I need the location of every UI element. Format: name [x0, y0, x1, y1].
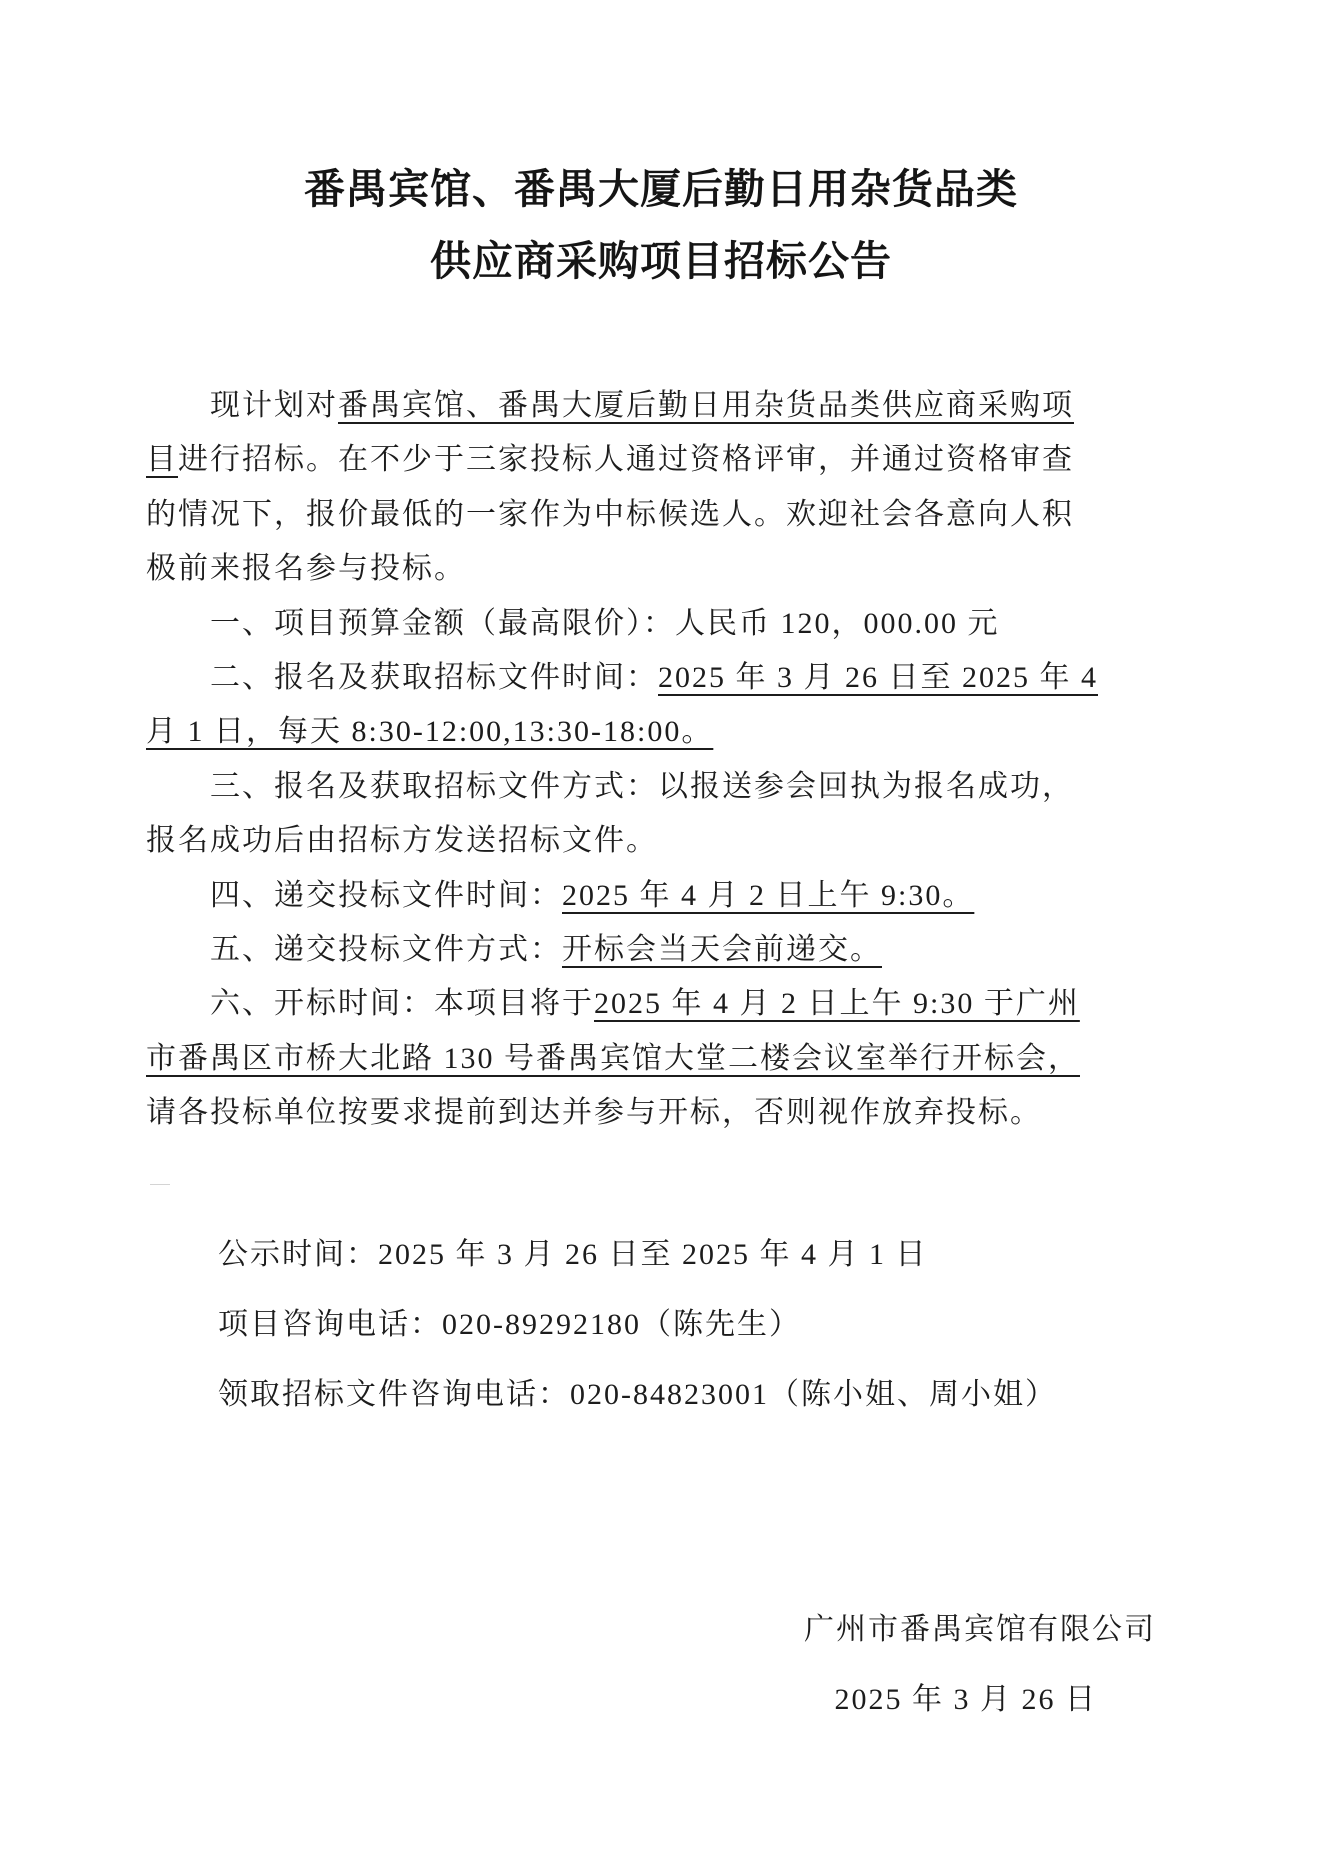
body-line: [146, 386, 1074, 426]
issue-date: 2025 年 3 月 26 日: [834, 1683, 1097, 1716]
underlined-text: 番禺宾馆、番禺大厦后勤日用杂货品类供应商采购项: [338, 389, 1074, 422]
body-text: 报名成功后由招标方发送招标文件。: [146, 824, 658, 858]
body-text: 现计划对: [146, 389, 338, 422]
underlined-text: 月 1 日，每天 8:30-12:00,13:30-18:00。: [146, 715, 714, 749]
body-line: [146, 712, 713, 752]
body-line: [146, 821, 658, 861]
issuer-company: 广州市番禺宾馆有限公司: [804, 1613, 1156, 1646]
body-line: [146, 604, 1000, 644]
body-text: 请各投标单位按要求提前到达并参与开标，否则视作放弃投标。: [146, 1096, 1042, 1130]
body-line: [146, 876, 974, 916]
underlined-text: 开标会当天会前递交。: [562, 933, 882, 966]
body-text: 六、开标时间：本项目将于: [146, 987, 594, 1021]
project-inquiry-phone: 项目咨询电话：020-89292180（陈先生）: [218, 1308, 801, 1341]
body-text: 极前来报名参与投标。: [146, 552, 466, 586]
body-text: 一、项目预算金额（最高限价）：人民币 120，000.00 元: [146, 606, 1000, 640]
body-line: [146, 549, 466, 589]
body-line: [146, 930, 882, 970]
body-line: [146, 658, 1098, 698]
body-line: [146, 495, 1074, 535]
underlined-text: 2025 年 3 月 26 日至 2025 年 4: [658, 661, 1098, 694]
underlined-text: 市番禺区市桥大北路 130 号番禺宾馆大堂二楼会议室举行开标会，: [146, 1041, 1080, 1075]
underlined-text: 2025 年 4 月 2 日上午 9:30。: [562, 878, 975, 912]
body-line: [146, 767, 1074, 807]
body-text: 的情况下，报价最低的一家作为中标候选人。欢迎社会各意向人积: [146, 497, 1074, 531]
body-text: 二、报名及获取招标文件时间：: [146, 661, 658, 694]
body-text: 进行招标。在不少于三家投标人通过资格评审，并通过资格审查: [178, 443, 1074, 477]
publicity-period: 公示时间：2025 年 3 月 26 日至 2025 年 4 月 1 日: [218, 1238, 928, 1271]
body-line: [146, 440, 1074, 480]
notice-title-line-2: 供应商采购项目招标公告: [430, 238, 892, 284]
document-inquiry-phone: 领取招标文件咨询电话：020-84823001（陈小姐、周小姐）: [218, 1378, 1057, 1411]
body-text: 三、报名及获取招标文件方式：以报送参会回执为报名成功，: [146, 769, 1074, 803]
body-line: [146, 1039, 1080, 1079]
body-text: 五、递交投标文件方式：: [146, 933, 562, 966]
body-line: [146, 984, 1080, 1024]
underlined-text: 2025 年 4 月 2 日上午 9:30 于广州: [594, 987, 1080, 1021]
underlined-text: 目: [146, 443, 178, 477]
scan-mark: [150, 1184, 170, 1185]
notice-title-line-1: 番禺宾馆、番禺大厦后勤日用杂货品类: [304, 166, 1018, 212]
body-line: [146, 1093, 1042, 1133]
body-text: 四、递交投标文件时间：: [146, 878, 562, 912]
